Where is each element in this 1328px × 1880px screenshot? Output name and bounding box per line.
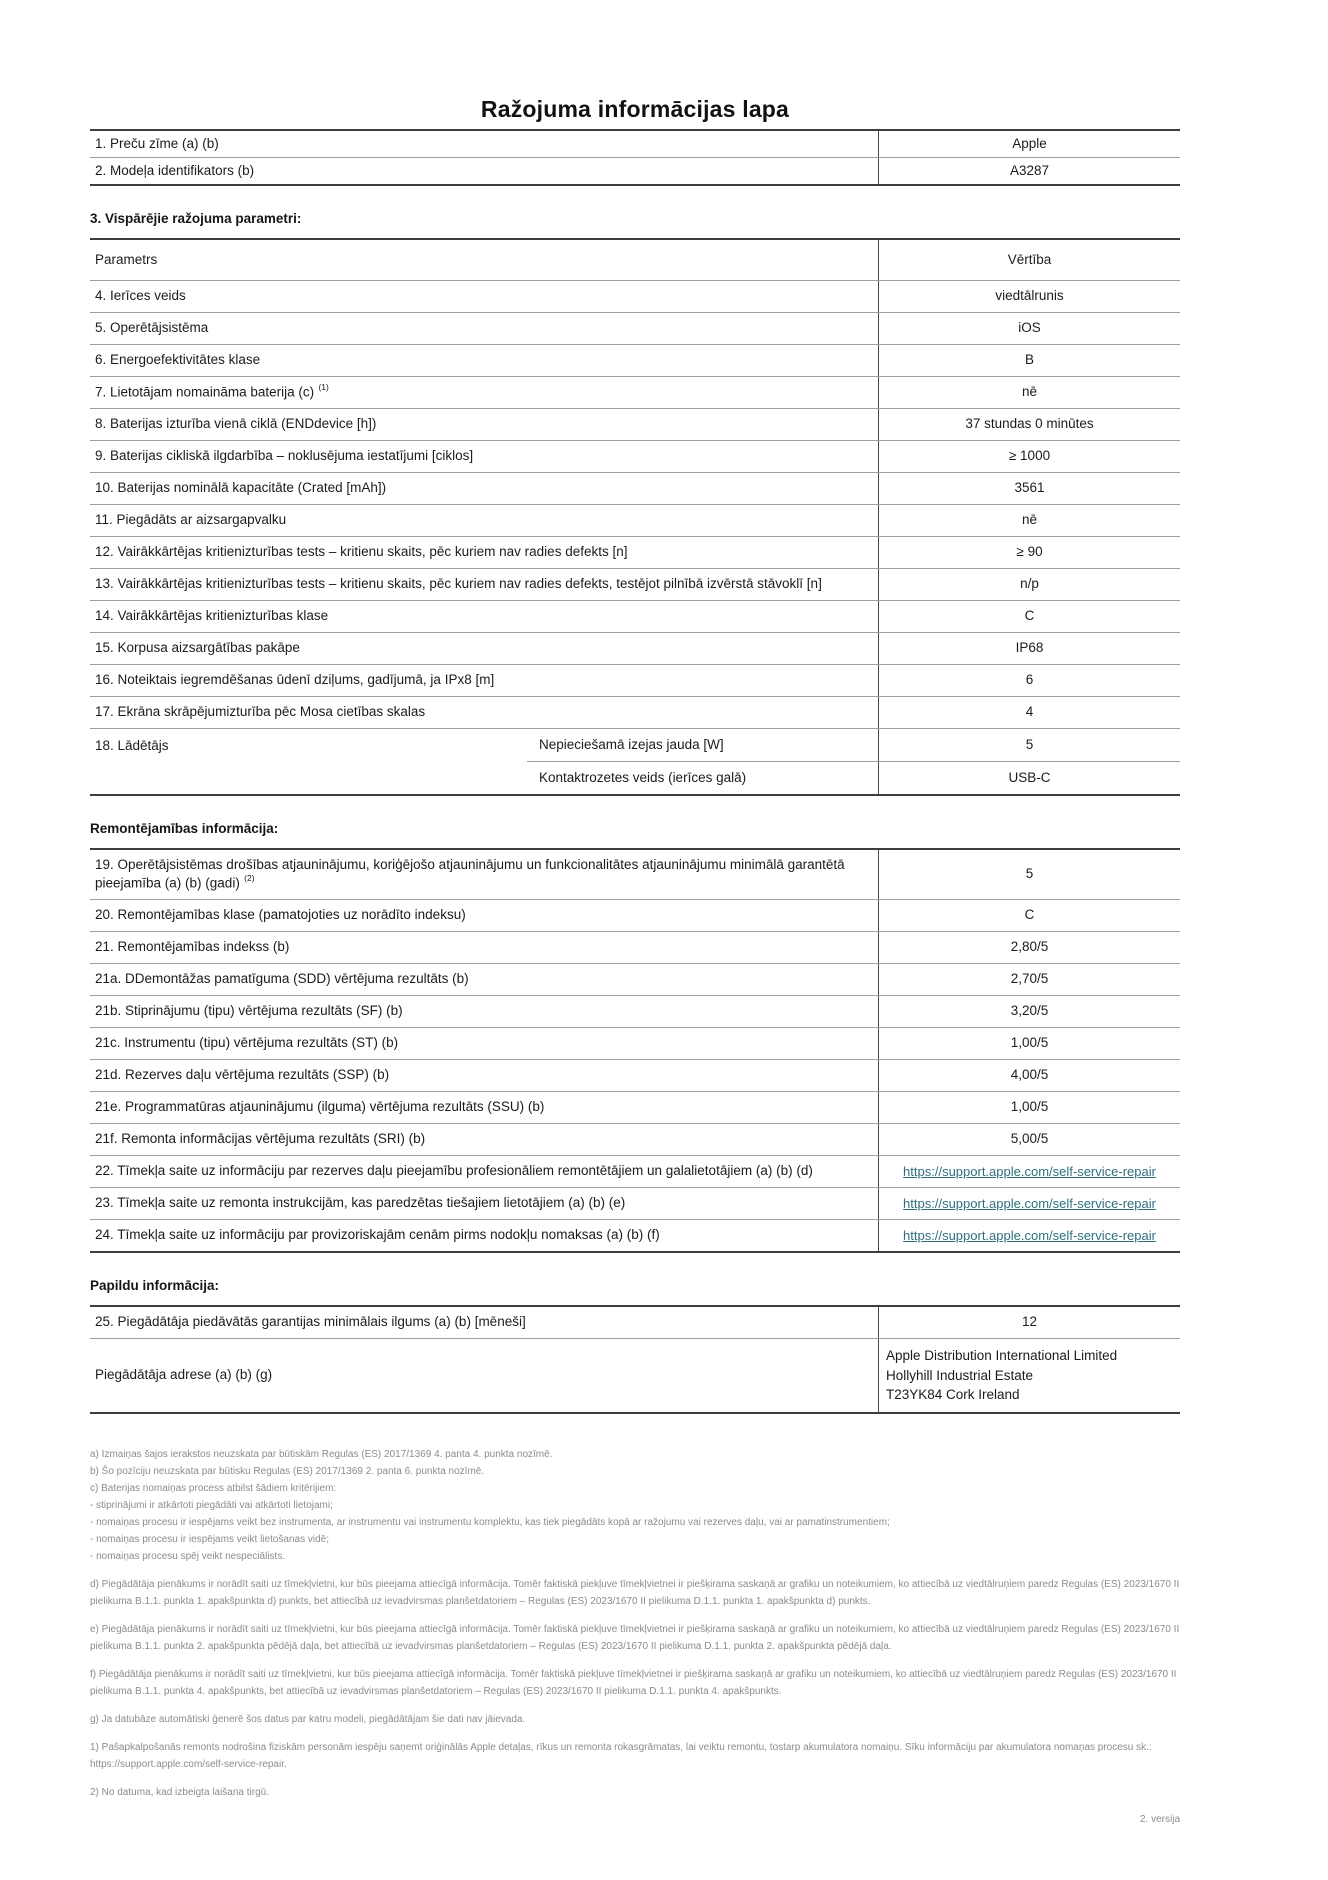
- row-label: 11. Piegādāts ar aizsargapvalku: [95, 512, 287, 528]
- row-value: 12: [878, 1307, 1180, 1338]
- table-header-row: [90, 240, 1180, 280]
- table-row: [90, 664, 1180, 696]
- row-label: 21b. Stiprinājumu (tipu) vērtējuma rezultāts (SF) (b): [95, 1003, 403, 1019]
- row-value: USB-C: [878, 762, 1180, 794]
- repairability-table: [90, 848, 1180, 1253]
- table-row: [90, 850, 1180, 899]
- row-value: 1,00/5: [878, 1092, 1180, 1123]
- row-label: 10. Baterijas nominālā kapacitāte (Crated [mAh]): [95, 480, 387, 496]
- table-row: [90, 1155, 1180, 1187]
- row-value: C: [878, 900, 1180, 931]
- table-row: [90, 696, 1180, 728]
- page-title: Ražojuma informācijas lapa: [480, 96, 790, 122]
- row-value: IP68: [878, 633, 1180, 664]
- row-label: 8. Baterijas izturība vienā ciklā (ENDdevice [h]): [95, 416, 377, 432]
- address-line: Hollyhill Industrial Estate: [886, 1367, 1034, 1383]
- table-row: [90, 899, 1180, 931]
- row-value: Apple: [878, 131, 1180, 157]
- row-label: 21. Remontējamības indekss (b): [95, 939, 290, 955]
- table-row: [90, 536, 1180, 568]
- table-row: [90, 632, 1180, 664]
- row-label: 21e. Programmatūras atjauninājumu (ilguma) vērtējuma rezultāts (SSU) (b): [95, 1099, 545, 1115]
- row-label: 20. Remontējamības klase (pamatojoties uz norādīto indeksu): [95, 907, 466, 923]
- footnote: 2) No datuma, kad izbeigta laišana tirgū.: [90, 1786, 269, 1798]
- identification-table: [90, 129, 1180, 186]
- table-row: [90, 1307, 1180, 1338]
- table-row: [90, 312, 1180, 344]
- address-line: T23YK84 Cork Ireland: [886, 1387, 1020, 1403]
- subrow-label: Nepieciešamā izejas jauda [W]: [539, 736, 724, 752]
- row-value: n/p: [878, 569, 1180, 600]
- row-label: 14. Vairākkārtējas kritienizturības klase: [95, 608, 329, 624]
- row-value: 6: [878, 665, 1180, 696]
- address-line: Apple Distribution International Limited: [886, 1347, 1118, 1363]
- row-value: ≥ 1000: [878, 441, 1180, 472]
- row-value: [878, 1220, 1180, 1251]
- row-value: 5,00/5: [878, 1124, 1180, 1155]
- repair-link[interactable]: https://support.apple.com/self-service-repair: [903, 1227, 1156, 1243]
- row-label: 1. Preču zīme (a) (b): [95, 135, 219, 151]
- table-row: [90, 1059, 1180, 1091]
- row-label: 9. Baterijas cikliskā ilgdarbība – noklusējuma iestatījumi [ciklos]: [95, 448, 474, 464]
- section-heading-additional: Papildu informācija:: [90, 1277, 220, 1293]
- section-heading-general: 3. Vispārējie ražojuma parametri:: [90, 211, 302, 226]
- table-row: [90, 600, 1180, 632]
- table-row: [90, 376, 1180, 408]
- row-label: 6. Energoefektivitātes klase: [95, 352, 261, 368]
- row-label: 19. Operētājsistēmas drošības atjauninājumu, koriģējošo atjauninājumu un funkcionalitātes atjauninājumu minimālā garantētā pieejamība (a) (b) (gadi) $^{(2)}$: [95, 857, 845, 891]
- table-row: [90, 1027, 1180, 1059]
- footnote: a) Izmaiņas šajos ierakstos neuzskata par būtiskām Regulas (ES) 2017/1369 4. panta 4. punkta nozīmē.: [90, 1448, 553, 1460]
- row-label: 18. Lādētājs: [95, 738, 169, 753]
- table-row: [90, 931, 1180, 963]
- repair-link[interactable]: https://support.apple.com/self-service-repair: [903, 1195, 1156, 1211]
- version-label: 2. versija: [1139, 1813, 1180, 1825]
- additional-info-table: [90, 1305, 1180, 1414]
- row-label: 25. Piegādātāja piedāvātās garantijas minimālais ilgums (a) (b) [mēneši]: [95, 1314, 526, 1330]
- row-label: 15. Korpusa aizsargātības pakāpe: [95, 640, 300, 656]
- footnotes: [90, 1446, 1180, 1801]
- row-label: 21c. Instrumentu (tipu) vērtējuma rezultāts (ST) (b): [95, 1035, 399, 1051]
- row-label: Parametrs: [95, 251, 158, 267]
- charger-subrows: [527, 729, 1180, 794]
- row-value: 5: [878, 729, 1180, 761]
- row-value: nē: [878, 377, 1180, 408]
- subrow-label: Kontaktrozetes veids (ierīces galā): [539, 769, 747, 785]
- row-value: Vērtība: [878, 240, 1180, 280]
- footnote-ref: (1): [316, 382, 329, 393]
- row-value: 4,00/5: [878, 1060, 1180, 1091]
- footnote: b) Šo pozīciju neuzskata par būtisku Regulas (ES) 2017/1369 2. panta 6. punkta nozīmē.: [90, 1465, 485, 1477]
- row-value: 3,20/5: [878, 996, 1180, 1027]
- table-row: [90, 344, 1180, 376]
- row-value: A3287: [878, 158, 1180, 184]
- row-label: 16. Noteiktais iegremdēšanas ūdenī dziļums, gadījumā, ja IPx8 [m]: [95, 672, 495, 688]
- general-parameters-table: [90, 238, 1180, 796]
- row-label: 21d. Rezerves daļu vērtējuma rezultāts (SSP) (b): [95, 1067, 390, 1083]
- footnote: - nomaiņas procesu ir iespējams veikt bez instrumenta, ar instrumentu vai instrumentu komplektu, kas tiek piegādāts kopā ar ražojumu vai rezerves daļu, vai ar pamatinstrumentiem;: [90, 1516, 890, 1528]
- footnote: d) Piegādātāja pienākums ir norādīt saiti uz tīmekļvietni, kur būs pieejama attiecīgā informācija. Tomēr faktiskā piekļuve tīmekļvietnei ir piešķirama saskaņā ar grafiku un noteikumiem, ko attiecībā uz viedtālruņiem paredz Regulas (ES) 2023/1670 II pielikuma B.1.1. punkta 1. apakšpunkta d) punkts, bet attiecībā uz ievadvirsmas planšetdatoriem – Regulas (ES) 2023/1670 II pielikuma D.1.1. punkta 1. apakšpunkta d) punkts.: [90, 1578, 1180, 1607]
- row-label: 24. Tīmekļa saite uz informāciju par provizoriskajām cenām pirms nodokļu nomaksas (a) (b) (f): [95, 1227, 660, 1243]
- table-row: [90, 472, 1180, 504]
- row-label: 2. Modeļa identifikators (b): [95, 162, 255, 178]
- table-subrow: [527, 729, 1180, 761]
- row-label: Piegādātāja adrese (a) (b) (g): [95, 1367, 273, 1383]
- footnote: - stiprinājumi ir atkārtoti piegādāti vai atkārtoti lietojami;: [90, 1499, 333, 1511]
- table-row: [90, 280, 1180, 312]
- row-value: C: [878, 601, 1180, 632]
- footnote: c) Baterijas nomaiņas process atbilst šādiem kritērijiem:: [90, 1482, 337, 1494]
- row-label: 21f. Remonta informācijas vērtējuma rezultāts (SRI) (b): [95, 1131, 426, 1147]
- section-heading-repair: Remontējamības informācija:: [90, 821, 279, 836]
- footnote: f) Piegādātāja pienākums ir norādīt saiti uz tīmekļvietni, kur būs pieejama attiecīgā informācija. Tomēr faktiskā piekļuve tīmekļvietnei ir piešķirama saskaņā ar grafiku un noteikumiem, ko attiecībā uz viedtālruņiem paredz Regulas (ES) 2023/1670 II pielikuma B.1.1. punkta 4. apakšpunkts, bet attiecībā uz ievadvirsmas planšetdatoriem – Regulas (ES) 2023/1670 II pielikuma D.1.1. punkta 4. apakšpunkts.: [90, 1668, 1177, 1697]
- content-area: [90, 0, 1180, 1825]
- table-row: [90, 504, 1180, 536]
- row-label: 7. Lietotājam nomaināma baterija (c) $^{(1)}$: [95, 382, 329, 400]
- table-row: [90, 440, 1180, 472]
- table-row: [90, 1338, 1180, 1412]
- table-row: [90, 963, 1180, 995]
- table-row: [90, 131, 1180, 157]
- row-value: 3561: [878, 473, 1180, 504]
- row-value: 4: [878, 697, 1180, 728]
- footnote: - nomaiņas procesu spēj veikt nespeciālists.: [90, 1550, 286, 1562]
- row-value: viedtālrunis: [878, 281, 1180, 312]
- table-row: [90, 568, 1180, 600]
- row-label: 22. Tīmekļa saite uz informāciju par rezerves daļu pieejamību profesionāliem remontētājiem un galalietotājiem (a) (b) (d): [95, 1163, 813, 1179]
- footnote: g) Ja datubāze automātiski ģenerē šos datus par katru modeli, piegādātājam šie dati nav jāievada.: [90, 1713, 526, 1725]
- row-label: 4. Ierīces veids: [95, 288, 186, 304]
- row-value: ≥ 90: [878, 537, 1180, 568]
- footnote: e) Piegādātāja pienākums ir norādīt saiti uz tīmekļvietni, kur būs pieejama attiecīgā informācija. Tomēr faktiskā piekļuve tīmekļvietnei ir piešķirama saskaņā ar grafiku un noteikumiem, ko attiecībā uz viedtālruņiem paredz Regulas (ES) 2023/1670 II pielikuma B.1.1. punkta 2. apakšpunkta pēdējā daļa, bet attiecībā uz ievadvirsmas planšetdatoriem – Regulas (ES) 2023/1670 II pielikuma D.1.1. punkta 2. apakšpunkta pēdējā daļa.: [90, 1623, 1180, 1652]
- supplier-address: [878, 1339, 1180, 1412]
- table-subrow: [527, 761, 1180, 794]
- footnote-ref: (2): [241, 873, 255, 884]
- row-label: 23. Tīmekļa saite uz remonta instrukcijām, kas paredzētas tiešajiem lietotājiem (a) (b) (e): [95, 1195, 626, 1211]
- row-value: nē: [878, 505, 1180, 536]
- row-value: 5: [878, 850, 1180, 899]
- row-label: 17. Ekrāna skrāpējumizturība pēc Mosa cietības skalas: [95, 704, 426, 720]
- row-value: [878, 1156, 1180, 1187]
- table-row: [90, 1091, 1180, 1123]
- row-label: 5. Operētājsistēma: [95, 320, 209, 336]
- row-value: iOS: [878, 313, 1180, 344]
- row-label: 12. Vairākkārtējas kritienizturības tests – kritienu skaits, pēc kuriem nav radies defekts [n]: [95, 544, 628, 560]
- repair-link[interactable]: https://support.apple.com/self-service-repair: [903, 1163, 1156, 1179]
- row-value: 37 stundas 0 minūtes: [878, 409, 1180, 440]
- row-value: 2,70/5: [878, 964, 1180, 995]
- row-value: B: [878, 345, 1180, 376]
- table-row: [90, 1123, 1180, 1155]
- row-value: [878, 1188, 1180, 1219]
- table-row: [90, 728, 1180, 794]
- footnote: 1) Pašapkalpošanās remonts nodrošina fiziskām personām iespēju saņemt oriģinālās Apple detaļas, rīkus un remonta rokasgrāmatas, lai veiktu remontu, tostarp akumulatora nomaiņu. Sīku informāciju par akumulatora nomaņas procesu sk.: https://support.apple.com/self-service-repair.: [90, 1741, 1152, 1770]
- row-value: 1,00/5: [878, 1028, 1180, 1059]
- table-row: [90, 995, 1180, 1027]
- footnote: - nomaiņas procesu ir iespējams veikt lietošanas vidē;: [90, 1533, 329, 1545]
- row-value: 2,80/5: [878, 932, 1180, 963]
- row-label: 21a. DDemontāžas pamatīguma (SDD) vērtējuma rezultāts (b): [95, 971, 469, 987]
- table-row: [90, 1219, 1180, 1251]
- table-row: [90, 1187, 1180, 1219]
- table-row: [90, 408, 1180, 440]
- table-row: [90, 157, 1180, 184]
- row-label: 13. Vairākkārtējas kritienizturības tests – kritienu skaits, pēc kuriem nav radies defekts, testējot pilnībā izvērstā stāvoklī [n]: [95, 576, 822, 592]
